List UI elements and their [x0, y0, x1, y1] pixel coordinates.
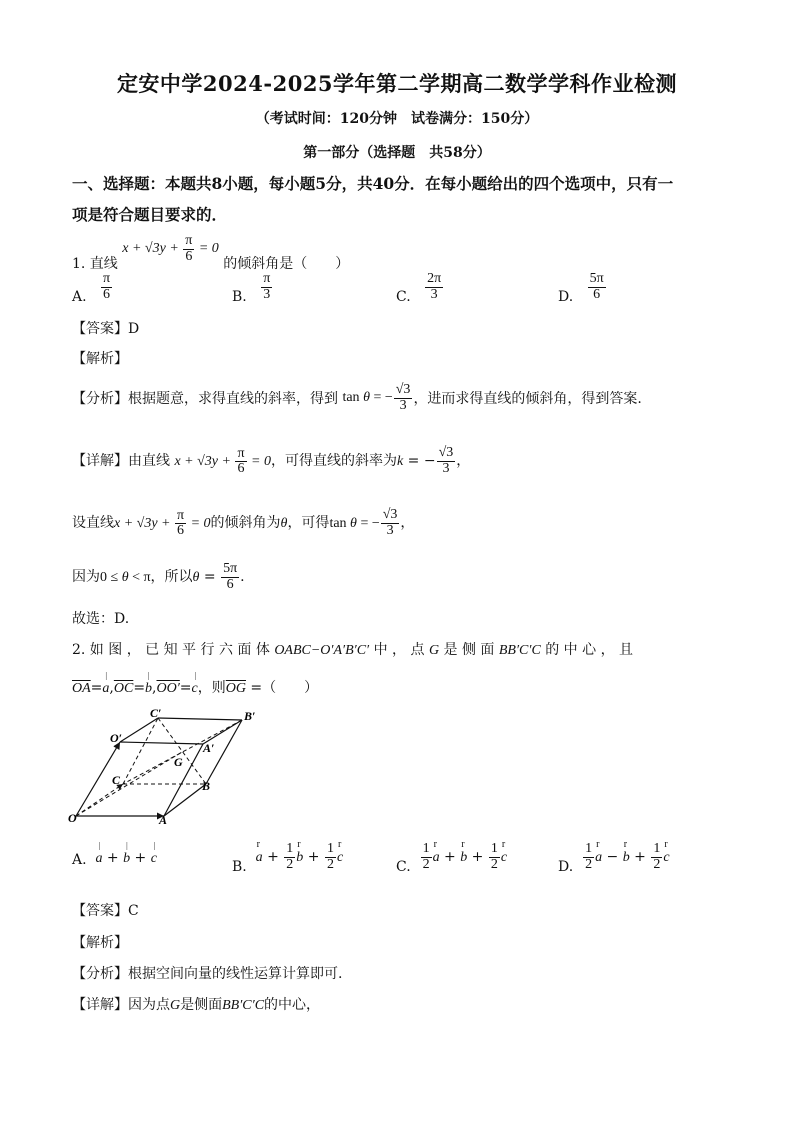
q2-fenxi: 【分析】根据空间向量的线性运算计算即可.: [72, 966, 343, 982]
question-1-stem: 1. 直线 x + √3y + $\frac{\pi}{6}$ = 0 的倾斜角是（ ）: [72, 233, 350, 273]
label-a-prime: A′: [203, 741, 215, 755]
q1-fenxi: 【分析】根据题意，求得直线的斜率，得到 tan θ = − $\frac{√3}{3}$ ，进而求得直线的倾斜角，得到答案.: [72, 382, 642, 413]
q1-choose: 故选：D.: [72, 611, 130, 627]
q2-answer: 【答案】C: [72, 903, 139, 919]
document-title: 定安中学2024-2025学年第二学期高二数学学科作业检测: [116, 71, 678, 96]
label-b-prime: B′: [244, 709, 256, 723]
question-2-stem-line1: 2. 如 图 ， 已 知 平 行 六 面 体 OABC−O′A′B′C′ 中 ， 点 G 是 侧 面 BB′C′C 的 中 心 ， 且: [72, 642, 634, 658]
q2-analysis-label: 【解析】: [72, 935, 128, 951]
q2-option-b: B. r a + $\frac{1}{2}$ r b + $\frac{1}{2}$ r c: [232, 842, 343, 872]
section-heading-line1: 一、选择题：本题共8小题，每小题5分，共40分．在每小题给出的四个选项中，只有一: [72, 174, 674, 193]
q1-analysis-label: 【解析】: [72, 351, 128, 367]
edge-o1a1: [120, 742, 203, 744]
label-a: A: [159, 813, 168, 827]
q2-detail: 【详解】因为点G是侧面BB′C′C的中心，: [72, 997, 321, 1013]
label-b: B: [202, 779, 211, 793]
label-o: O: [68, 811, 77, 825]
parallelepiped-figure: [68, 708, 268, 828]
edge-a1a: [164, 744, 203, 816]
q1-answer: 【答案】D: [72, 321, 140, 337]
q1-because-line: 因为0 ≤ θ < π，所以θ = $\frac{5\pi}{6}$ .: [72, 561, 245, 592]
edge-o1c1: [120, 718, 158, 742]
q1-option-d: D. $\frac{5\pi}{6}$: [558, 271, 604, 306]
q1-detail: 【详解】由直线 x + √3y + $\frac{\pi}{6}$ = 0，可得直线的斜率为k = − $\frac{√3}{3}$ ，: [72, 445, 471, 477]
edge-ab: [164, 784, 206, 816]
q2-option-c: C. $\frac{1}{2}$ r a + r b + $\frac{1}{2}$ r c: [396, 842, 507, 872]
q1-set-line: 设直线x + √3y + $\frac{\pi}{6}$ = 0的倾斜角为θ，可得tan θ = − $\frac{√3}{3}$ ，: [72, 507, 415, 539]
q1-option-b: B. $\frac{\pi}{3}$: [232, 271, 271, 306]
part-title: 第一部分（选择题 共58分）: [303, 145, 491, 161]
q2-option-d: D. $\frac{1}{2}$ r a − r b + $\frac{1}{2}$ r c: [558, 842, 670, 872]
section-heading-line2: 项是符合题目要求的．: [72, 205, 228, 224]
label-g: G: [174, 755, 183, 769]
q2-option-a: A. | a + | b + | c: [72, 850, 157, 867]
question-2-stem-line2: $\overline{OA}=|$ $a,\overline{OC}=|$ b,OO′=| c，则$\overline{OG}$ =（ ）: [72, 677, 318, 697]
edge-c1b1: [158, 718, 242, 720]
label-c-prime: C′: [150, 708, 162, 720]
exam-info: （考试时间：120分钟 试卷满分：150分）: [255, 111, 539, 127]
q1-option-a: A. $\frac{\pi}{6}$: [72, 271, 111, 306]
label-c: C: [112, 773, 121, 787]
q1-option-c: C. $\frac{2\pi}{3}$: [396, 271, 442, 306]
label-o-prime: O′: [110, 731, 123, 745]
